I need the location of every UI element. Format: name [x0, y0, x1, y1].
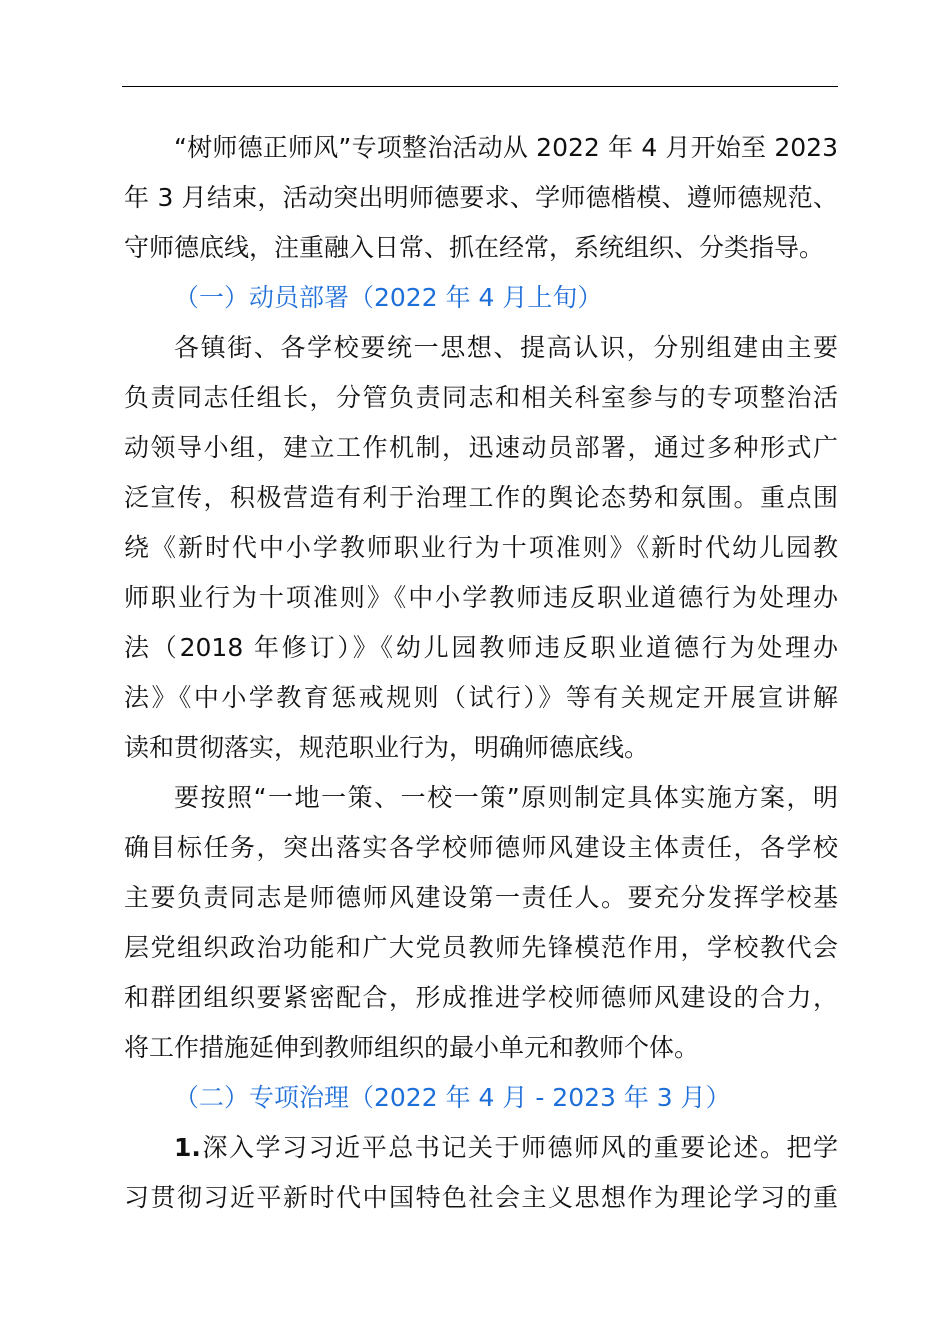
section2-item1-line-2: 习贯彻习近平新时代中国特色社会主义思想作为理论学习的重: [124, 1183, 838, 1212]
section1-para2-line-5: 和群团组织要紧密配合，形成推进学校师德师风建设的合力，: [124, 983, 838, 1012]
section2-item1-line-1: [174, 1130, 838, 1166]
section-heading-special-governance: （二）专项治理（2022 年 4 月 - 2023 年 3 月）: [174, 1083, 731, 1112]
section1-para2-line-3: 主要负责同志是师德师风建设第一责任人。要充分发挥学校基: [124, 883, 838, 912]
section1-para2-line-2: 确目标任务，突出落实各学校师德师风建设主体责任，各学校: [124, 833, 838, 862]
header-rule: [122, 86, 838, 87]
section1-para1-line-9: 读和贯彻落实，规范职业行为，明确师德底线。: [124, 733, 650, 762]
section1-para1-line-2: 负责同志任组长，分管负责同志和相关科室参与的专项整治活: [124, 383, 838, 412]
section1-para2-line-4: 层党组织政治功能和广大党员教师先锋模范作用，学校教代会: [124, 933, 838, 962]
item-number: 1.: [174, 1133, 201, 1162]
section1-para1-line-3: 动领导小组，建立工作机制，迅速动员部署，通过多种形式广: [124, 433, 838, 462]
section-heading-mobilization: （一）动员部署（2022 年 4 月上旬）: [174, 283, 603, 312]
section1-para1-line-8: 法》《中小学教育惩戒规则（试行）》等有关规定开展宣讲解: [124, 683, 838, 712]
intro-line-2: 年 3 月结束，活动突出明师德要求、学师德楷模、遵师德规范、: [124, 183, 838, 212]
section1-para1-line-7: 法（2018 年修订）》《幼儿园教师违反职业道德行为处理办: [124, 633, 838, 662]
item1-line-1-text: 深入学习习近平总书记关于师德师风的重要论述。把学: [200, 1133, 838, 1162]
section1-para2-line-1: 要按照“一地一策、一校一策”原则制定具体实施方案，明: [174, 783, 838, 812]
section1-para1-line-6: 师职业行为十项准则》《中小学教师违反职业道德行为处理办: [124, 583, 838, 612]
intro-line-1: “树师德正师风”专项整治活动从 2022 年 4 月开始至 2023: [174, 133, 838, 162]
section1-para1-line-1: 各镇街、各学校要统一思想、提高认识，分别组建由主要: [174, 333, 838, 362]
section1-para1-line-4: 泛宣传，积极营造有利于治理工作的舆论态势和氛围。重点围: [124, 483, 838, 512]
section1-para2-line-6: 将工作措施延伸到教师组织的最小单元和教师个体。: [124, 1033, 700, 1062]
section1-para1-line-5: 绕《新时代中小学教师职业行为十项准则》《新时代幼儿园教: [124, 533, 838, 562]
intro-line-3: 守师德底线，注重融入日常、抓在经常，系统组织、分类指导。: [124, 233, 825, 262]
